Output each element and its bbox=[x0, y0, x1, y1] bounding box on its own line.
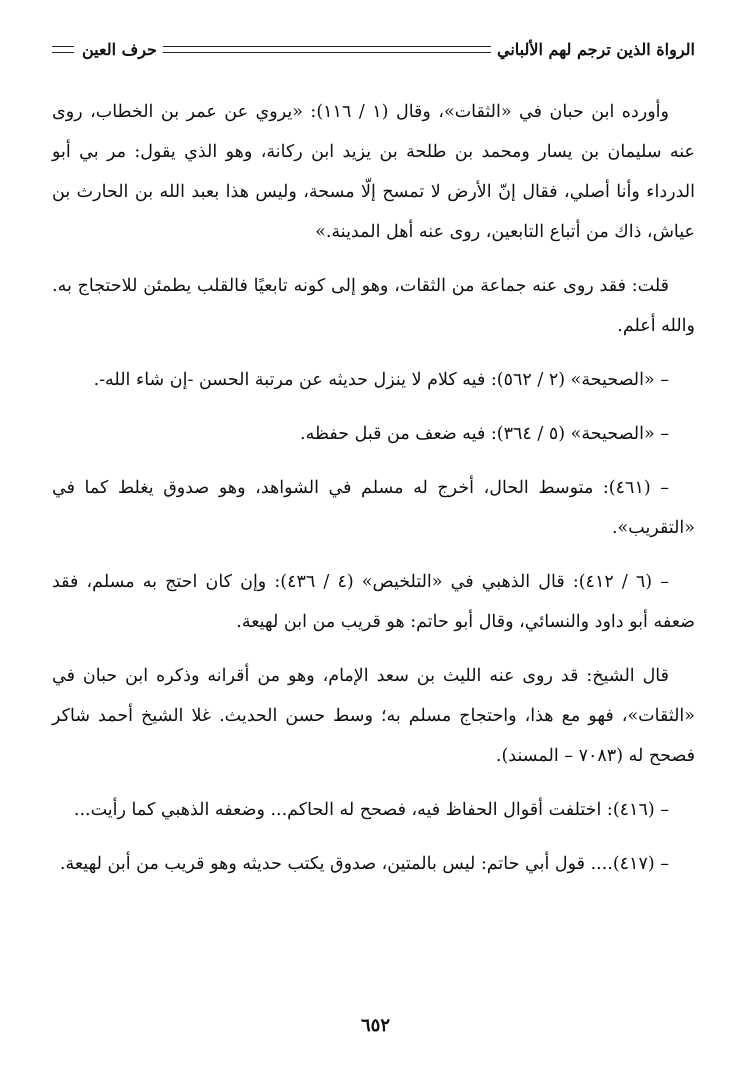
paragraph-gap bbox=[52, 400, 695, 414]
page-body bbox=[52, 92, 695, 884]
paragraph-417: – (٤١٧).... قول أبي حاتم: ليس بالمتين، صدوق يكتب حديثه وهو قريب من أبن لهيعة. bbox=[59, 854, 669, 874]
paragraph-gap bbox=[52, 346, 695, 360]
running-header bbox=[52, 34, 695, 64]
page-number: ٦٥٢ bbox=[360, 1015, 390, 1036]
paragraph-gap bbox=[52, 454, 695, 468]
paragraph-gap bbox=[52, 830, 695, 844]
header-short-rule bbox=[52, 46, 74, 53]
paragraph-comment: قلت: فقد روى عنه جماعة من الثقات، وهو إلى كونه تابعيًا فالقلب يطمئن للاحتجاج به. والله أعلم. bbox=[52, 276, 695, 336]
book-title: الرواة الذين ترجم لهم الألباني bbox=[497, 39, 695, 59]
paragraph-sahiha-2: – «الصحيحة» (٢ / ٥٦٢): فيه كلام لا ينزل حديثه عن مرتبة الحسن -إن شاء الله-. bbox=[93, 370, 669, 390]
paragraph-sheikh: قال الشيخ: قد روى عنه الليث بن سعد الإمام، وهو من أقرانه وذكره ابن حبان في «الثقات»، فهو مع هذا، واحتجاج مسلم به؛ وسط حسن الحديث. غلا الشيخ أحمد شاكر فصحح له (٧٠٨٣ – المسند). bbox=[52, 666, 695, 766]
header-rule bbox=[163, 46, 491, 53]
paragraph-461: – (٤٦١): متوسط الحال، أخرج له مسلم في الشواهد، وهو صدوق يغلط كما في «التقريب». bbox=[52, 478, 695, 538]
paragraph-gap bbox=[52, 776, 695, 790]
paragraph-gap bbox=[52, 642, 695, 656]
paragraph-sahiha-5: – «الصحيحة» (٥ / ٣٦٤): فيه ضعف من قبل حفظه. bbox=[300, 424, 669, 444]
chapter-title: حرف العين bbox=[82, 39, 157, 59]
paragraph-dhahabi: – (٦ / ٤١٢): قال الذهبي في «التلخيص» (٤ / ٤٣٦): وإن كان احتج به مسلم، فقد ضعفه أبو داود والنسائي، وقال أبو حاتم: هو قريب من ابن لهيعة. bbox=[52, 572, 695, 632]
paragraph-ibn-hibban: وأورده ابن حبان في «الثقات»، وقال (١ / ١١٦): «يروي عن عمر بن الخطاب، روى عنه سليمان بن يسار ومحمد بن طلحة بن يزيد ابن ركانة، وهو الذي يقول: مر بي أبو الدرداء وأنا أصلي، فقال إنّ الأرض لا تمسح إلّا مسحة، وليس هذا بعبد الله بن الحارث بن عياش، ذاك من أتباع التابعين، روى عنه أهل المدينة.» bbox=[52, 102, 695, 242]
paragraph-416: – (٤١٦): اختلفت أقوال الحفاظ فيه، فصحح له الحاكم... وضعفه الذهبي كما رأيت... bbox=[73, 800, 669, 820]
paragraph-gap bbox=[52, 252, 695, 266]
paragraph-gap bbox=[52, 548, 695, 562]
